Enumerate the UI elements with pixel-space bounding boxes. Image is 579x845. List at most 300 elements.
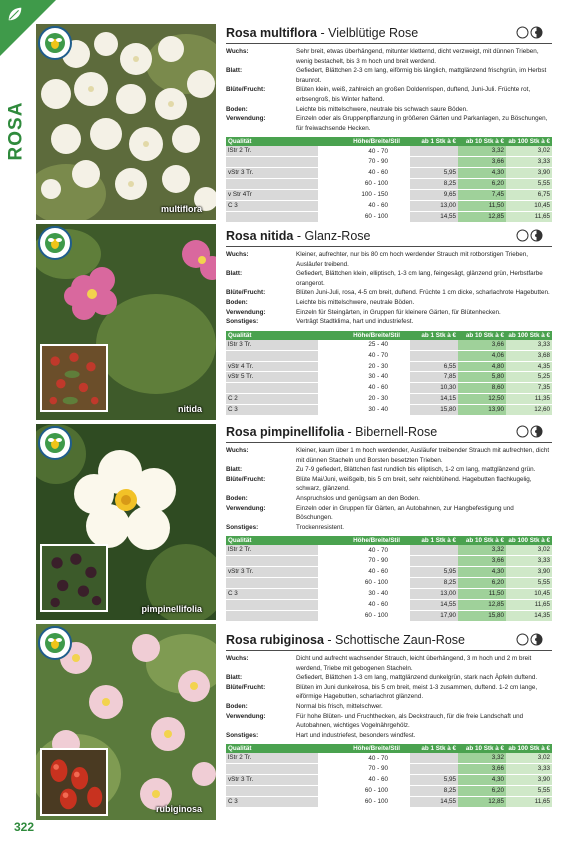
table-row [226, 200, 552, 211]
cell-price-100: 3,02 [506, 545, 552, 555]
cell-price-10: 4,06 [458, 350, 506, 361]
table-row [226, 211, 552, 222]
property-key: Sonstiges: [226, 731, 259, 739]
property-key: Blatt: [226, 67, 243, 75]
cell-price-1 [410, 146, 458, 156]
cell-price-100: 3,90 [506, 168, 552, 179]
leaf-icon [6, 5, 24, 23]
title-rule [226, 650, 552, 651]
cell-size: 30 - 40 [318, 372, 410, 383]
cell-quality: C 3 [226, 796, 318, 807]
cell-size: 20 - 30 [318, 394, 410, 405]
cell-price-1: 7,85 [410, 372, 458, 383]
cell-quality: lStr 2 Tr. [226, 545, 318, 555]
cell-price-1: 6,55 [410, 361, 458, 372]
cell-quality: vStr 5 Tr. [226, 372, 318, 383]
cell-price-10: 12,85 [458, 796, 506, 807]
entry-title [226, 25, 552, 41]
cell-price-100: 3,90 [506, 567, 552, 578]
property-value: Blüten klein, weiß, zahlreich an großen Doldenrispen, duftend, Juni-Juli. Früchte rot, erbsengroß, bis Winter haftend. [296, 86, 531, 103]
cell-price-100: 11,65 [506, 599, 552, 610]
cell-price-100: 3,33 [506, 157, 552, 168]
cell-price-100: 14,35 [506, 610, 552, 621]
cell-size: 70 - 90 [318, 764, 410, 775]
header-price-1: ab 1 Stk à € [410, 536, 458, 545]
cell-price-10: 3,66 [458, 157, 506, 168]
property-value: Normal bis frisch, mittelschwer. [296, 702, 383, 710]
cell-quality [226, 383, 318, 394]
cell-quality: lStr 3 Tr. [226, 340, 318, 350]
cell-price-10: 3,32 [458, 753, 506, 763]
entry-rosa-nitida [226, 228, 552, 416]
cell-size: 40 - 70 [318, 753, 410, 763]
cell-price-100: 10,45 [506, 588, 552, 599]
price-table [226, 331, 552, 416]
property-row [226, 317, 552, 327]
cell-price-100: 5,55 [506, 578, 552, 589]
cell-price-1: 15,80 [410, 405, 458, 416]
property-key: Blatt: [226, 466, 243, 474]
cell-quality [226, 599, 318, 610]
cell-price-100: 12,60 [506, 405, 552, 416]
cell-price-10: 15,80 [458, 610, 506, 621]
price-table-header [226, 536, 552, 545]
property-row [226, 308, 552, 318]
property-value: Kleiner, aufrechter, nur bis 80 cm hoch werdender Strauch mit rotborstigen Trieben, Ausläufer treibend. [296, 251, 529, 268]
title-rule [226, 442, 552, 443]
table-row [226, 753, 552, 763]
cell-price-1: 5,95 [410, 567, 458, 578]
cell-quality: lStr 2 Tr. [226, 753, 318, 763]
property-key: Boden: [226, 494, 248, 502]
cell-size: 40 - 70 [318, 350, 410, 361]
property-key: Wuchs: [226, 447, 249, 454]
cell-size: 70 - 90 [318, 556, 410, 567]
fruit-inset [40, 344, 108, 412]
fruit-inset [40, 544, 108, 612]
table-row [226, 350, 552, 361]
property-key: Sonstiges: [226, 523, 259, 531]
properties [226, 250, 552, 327]
cell-price-1: 10,30 [410, 383, 458, 394]
cell-price-10: 3,32 [458, 545, 506, 555]
price-table [226, 744, 552, 808]
cell-price-1: 14,55 [410, 211, 458, 222]
property-value: Leichte bis mittelschwere, neutrale Böden. [296, 298, 415, 306]
table-row [226, 775, 552, 786]
table-row [226, 786, 552, 797]
cell-quality: vStr 3 Tr. [226, 567, 318, 578]
property-value: Leichte bis mittelschwere, neutrale bis schwach saure Böden. [296, 105, 468, 113]
property-row [226, 654, 552, 673]
properties [226, 654, 552, 740]
bee-seal-icon [38, 626, 72, 660]
property-key: Wuchs: [226, 48, 249, 55]
cell-size: 40 - 60 [318, 599, 410, 610]
cell-quality [226, 556, 318, 567]
cell-quality [226, 157, 318, 168]
cell-price-100: 3,33 [506, 340, 552, 350]
cell-price-1: 8,25 [410, 786, 458, 797]
cell-price-1 [410, 556, 458, 567]
cell-size: 60 - 100 [318, 786, 410, 797]
cell-quality [226, 211, 318, 222]
table-row [226, 394, 552, 405]
cell-price-10: 7,45 [458, 189, 506, 200]
entry-common-name: - Bibernell-Rose [344, 425, 438, 439]
cell-quality: C 3 [226, 405, 318, 416]
cell-quality [226, 764, 318, 775]
header-quality: Qualität [226, 331, 318, 340]
header-price-10: ab 10 Stk à € [458, 536, 506, 545]
table-row [226, 556, 552, 567]
header-size: Höhe/Breite/Stil [318, 744, 410, 753]
page-number: 322 [14, 820, 35, 834]
cell-size: 40 - 60 [318, 200, 410, 211]
property-row [226, 288, 552, 298]
cell-size: 60 - 100 [318, 796, 410, 807]
cell-price-1 [410, 157, 458, 168]
bee-seal-icon [38, 426, 72, 460]
cell-price-1: 8,25 [410, 179, 458, 190]
properties [226, 47, 552, 133]
header-quality: Qualität [226, 137, 318, 146]
cell-price-100: 11,65 [506, 211, 552, 222]
cell-size: 60 - 100 [318, 610, 410, 621]
cell-price-100: 11,65 [506, 796, 552, 807]
entry-title [226, 424, 552, 440]
cell-price-10: 4,80 [458, 361, 506, 372]
cell-price-100: 3,33 [506, 556, 552, 567]
cell-size: 25 - 40 [318, 340, 410, 350]
property-key: Blatt: [226, 674, 243, 682]
property-key: Wuchs: [226, 655, 249, 662]
header-price-100: ab 100 Stk à € [506, 331, 552, 340]
photo-caption: multiflora [160, 204, 202, 214]
table-row [226, 405, 552, 416]
cell-price-1: 14,55 [410, 599, 458, 610]
cell-size: 60 - 100 [318, 578, 410, 589]
table-row [226, 588, 552, 599]
property-key: Blüte/Frucht: [226, 683, 266, 691]
cell-price-10: 4,30 [458, 567, 506, 578]
header-quality: Qualität [226, 744, 318, 753]
cell-quality [226, 179, 318, 190]
table-row [226, 179, 552, 190]
header-price-1: ab 1 Stk à € [410, 331, 458, 340]
entry-rosa-rubiginosa [226, 632, 552, 808]
property-row [226, 523, 552, 533]
cell-price-10: 12,85 [458, 211, 506, 222]
property-value: Einzeln für Steingärten, in Gruppen für kleinere Gärten, für Blütenhecken. [296, 308, 501, 316]
property-row [226, 47, 552, 66]
cell-price-100: 5,55 [506, 179, 552, 190]
properties [226, 446, 552, 532]
table-row [226, 361, 552, 372]
entry-rosa-multiflora [226, 25, 552, 223]
price-table-header [226, 331, 552, 340]
header-price-10: ab 10 Stk à € [458, 744, 506, 753]
cell-price-1: 5,95 [410, 168, 458, 179]
cell-price-10: 3,66 [458, 340, 506, 350]
cell-size: 40 - 70 [318, 545, 410, 555]
entry-title [226, 228, 552, 244]
header-price-10: ab 10 Stk à € [458, 137, 506, 146]
cell-quality: vStr 4 Tr. [226, 361, 318, 372]
property-value: Blüte Mai/Juni, weißgelb, bis 5 cm breit, sehr reichblühend. Hagebutten flachkugelig, schwarz, glänzend. [296, 475, 532, 493]
cell-price-1: 13,00 [410, 200, 458, 211]
header-price-100: ab 100 Stk à € [506, 137, 552, 146]
cell-quality: vStr 3 Tr. [226, 775, 318, 786]
cell-price-1 [410, 764, 458, 775]
property-value: Einzeln oder in Gruppen für Gärten, an Autobahnen, zur Hangbefestigung und Böschungen. [296, 504, 514, 522]
photo-multiflora [36, 24, 216, 220]
cell-quality [226, 350, 318, 361]
property-row [226, 465, 552, 475]
cell-price-10: 4,30 [458, 775, 506, 786]
cell-size: 60 - 100 [318, 211, 410, 222]
property-row [226, 269, 552, 288]
property-row [226, 250, 552, 269]
photo-caption: pimpinellifolia [141, 604, 202, 614]
property-value: Für hohe Blüten- und Fruchthecken, als Deckstrauch, für die freie Landschaft und Autobahnen, wichtiges Vogelnährgehölz. [296, 712, 524, 730]
entry-common-name: - Schottische Zaun-Rose [323, 633, 465, 647]
table-row [226, 796, 552, 807]
property-value: Gefiedert, Blättchen 2-3 cm lang, eiförmig bis länglich, mattglänzend frischgrün, im Herbst braunrot. [296, 67, 547, 84]
cell-quality [226, 786, 318, 797]
header-price-10: ab 10 Stk à € [458, 331, 506, 340]
entry-latin-name: Rosa nitida [226, 229, 294, 243]
cell-size: 40 - 60 [318, 383, 410, 394]
sun-symbol-icon [516, 229, 544, 242]
cell-price-10: 8,60 [458, 383, 506, 394]
property-value: Dicht und aufrecht wachsender Strauch, leicht überhängend, 3 m hoch und 2 m breit werdend, Triebe mit gebogenen Stacheln. [296, 655, 532, 672]
cell-price-100: 3,68 [506, 350, 552, 361]
table-row [226, 383, 552, 394]
cell-price-100: 7,35 [506, 383, 552, 394]
cell-size: 30 - 40 [318, 405, 410, 416]
cell-price-10: 6,20 [458, 786, 506, 797]
cell-price-1 [410, 545, 458, 555]
cell-price-10: 5,80 [458, 372, 506, 383]
property-row [226, 504, 552, 523]
price-table-header [226, 137, 552, 146]
property-key: Verwendung: [226, 504, 266, 512]
property-value: Kleiner, kaum über 1 m hoch werdender, Ausläufer treibender Strauch mit aufrechten, dicht mit dünnen Stacheln und Borsten besetzten Trieben. [296, 447, 550, 464]
cell-price-10: 11,50 [458, 200, 506, 211]
cell-quality: C 3 [226, 588, 318, 599]
cell-quality: v Str 4Tr [226, 189, 318, 200]
cell-price-10: 13,90 [458, 405, 506, 416]
cell-size: 70 - 90 [318, 157, 410, 168]
section-label-text: ROSA [5, 101, 26, 161]
cell-price-100: 3,90 [506, 775, 552, 786]
property-row [226, 702, 552, 712]
photo-rubiginosa [36, 624, 216, 820]
cell-price-1: 9,65 [410, 189, 458, 200]
cell-price-1: 8,25 [410, 578, 458, 589]
photo-pimpinellifolia [36, 424, 216, 620]
photo-caption: rubiginosa [155, 804, 202, 814]
header-size: Höhe/Breite/Stil [318, 331, 410, 340]
title-rule [226, 43, 552, 44]
property-key: Boden: [226, 105, 248, 113]
cell-size: 40 - 60 [318, 567, 410, 578]
table-row [226, 146, 552, 156]
table-row [226, 372, 552, 383]
property-row [226, 731, 552, 741]
property-key: Blatt: [226, 270, 243, 278]
cell-size: 30 - 40 [318, 588, 410, 599]
property-key: Boden: [226, 702, 248, 710]
property-value: Blüten im Juni dunkelrosa, bis 5 cm breit, meist 1-3 zusammen, duftend. 1-2 cm lange, eiförmige Hagebutten, scharlachrot glänzend. [296, 683, 538, 701]
property-key: Blüte/Frucht: [226, 86, 266, 94]
cell-price-1: 14,55 [410, 796, 458, 807]
cell-price-1 [410, 350, 458, 361]
cell-quality: C 2 [226, 394, 318, 405]
property-value: Blüten Juni-Juli, rosa, 4-5 cm breit, duftend. Früchte 1 cm dicke, scharlachrote Hagebutten. [296, 289, 550, 297]
cell-price-10: 11,50 [458, 588, 506, 599]
table-row [226, 157, 552, 168]
cell-price-1: 17,90 [410, 610, 458, 621]
price-table [226, 536, 552, 621]
cell-quality [226, 578, 318, 589]
property-row [226, 66, 552, 85]
cell-price-100: 10,45 [506, 200, 552, 211]
cell-price-100: 3,02 [506, 753, 552, 763]
cell-price-100: 5,55 [506, 786, 552, 797]
cell-quality: C 3 [226, 200, 318, 211]
property-row [226, 114, 552, 133]
cell-quality [226, 610, 318, 621]
cell-price-10: 12,50 [458, 394, 506, 405]
cell-price-10: 3,66 [458, 556, 506, 567]
entry-latin-name: Rosa multiflora [226, 26, 317, 40]
table-row [226, 599, 552, 610]
cell-size: 40 - 70 [318, 146, 410, 156]
property-row [226, 298, 552, 308]
table-row [226, 189, 552, 200]
header-price-100: ab 100 Stk à € [506, 536, 552, 545]
cell-price-1: 5,95 [410, 775, 458, 786]
cell-size: 100 - 150 [318, 189, 410, 200]
bee-seal-icon [38, 226, 72, 260]
property-value: Verträgt Stadtklima, hart und industriefest. [296, 318, 414, 326]
property-value: Hart und industriefest, besonders windfest. [296, 731, 416, 739]
entry-latin-name: Rosa pimpinellifolia [226, 425, 345, 439]
entry-rosa-pimpinellifolia [226, 424, 552, 622]
table-row [226, 578, 552, 589]
photo-nitida [36, 224, 216, 420]
cell-price-100: 6,75 [506, 189, 552, 200]
header-quality: Qualität [226, 536, 318, 545]
header-size: Höhe/Breite/Stil [318, 137, 410, 146]
table-row [226, 764, 552, 775]
cell-price-1 [410, 753, 458, 763]
table-row [226, 567, 552, 578]
property-key: Wuchs: [226, 251, 249, 258]
header-price-1: ab 1 Stk à € [410, 744, 458, 753]
sun-symbol-icon [516, 425, 544, 438]
property-key: Verwendung: [226, 308, 266, 316]
header-price-1: ab 1 Stk à € [410, 137, 458, 146]
property-row [226, 475, 552, 494]
table-row [226, 610, 552, 621]
price-table [226, 137, 552, 222]
cell-size: 40 - 60 [318, 775, 410, 786]
property-value: Gefiedert, Blättchen klein, elliptisch, 1-3 cm lang, feingesägt, glänzend grün, Herbstfarbe orangerot. [296, 270, 543, 287]
property-row [226, 446, 552, 465]
price-table-header [226, 744, 552, 753]
property-row [226, 712, 552, 731]
property-row [226, 683, 552, 702]
cell-price-1: 13,00 [410, 588, 458, 599]
property-value: Zu 7-9 gefiedert, Blättchen fast rundlich bis elliptisch, 1-2 cm lang, mattglänzend grün. [296, 466, 536, 474]
cell-price-100: 5,25 [506, 372, 552, 383]
property-row [226, 673, 552, 683]
entry-common-name: - Glanz-Rose [293, 229, 371, 243]
table-row [226, 168, 552, 179]
cell-price-10: 6,20 [458, 578, 506, 589]
property-key: Blüte/Frucht: [226, 475, 266, 483]
cell-price-100: 11,35 [506, 394, 552, 405]
section-label [4, 96, 28, 166]
table-row [226, 545, 552, 555]
property-key: Sonstiges: [226, 318, 259, 326]
property-row [226, 494, 552, 504]
cell-quality: lStr 2 Tr. [226, 146, 318, 156]
property-value: Einzeln oder als Gruppenpflanzung in größeren Gärten und Parkanlagen, zu Böschungen, für freiwachsende Hecken. [296, 115, 548, 132]
cell-price-10: 6,20 [458, 179, 506, 190]
fruit-inset [40, 748, 108, 816]
cell-price-100: 3,02 [506, 146, 552, 156]
cell-quality: vStr 3 Tr. [226, 168, 318, 179]
property-value: Gefiedert, Blättchen 1-3 cm lang, mattglänzend dunkelgrün, stark nach Äpfeln duftend. [296, 674, 538, 682]
entry-latin-name: Rosa rubiginosa [226, 633, 324, 647]
property-value: Sehr breit, etwas überhängend, mitunter kletternd, dicht verzweigt, mit dünnen Trieben, wenig bestachelt, bis 3 m hoch und breit werdend. [296, 48, 539, 65]
title-rule [226, 246, 552, 247]
cell-price-10: 12,85 [458, 599, 506, 610]
property-key: Blüte/Frucht: [226, 289, 266, 297]
property-row [226, 105, 552, 115]
entry-common-name: - Vielblütige Rose [317, 26, 419, 40]
bee-seal-icon [38, 26, 72, 60]
property-key: Verwendung: [226, 115, 266, 123]
entry-title [226, 632, 552, 648]
property-row [226, 85, 552, 104]
photo-caption: nitida [178, 404, 202, 414]
cell-size: 60 - 100 [318, 179, 410, 190]
cell-price-100: 4,35 [506, 361, 552, 372]
property-key: Verwendung: [226, 712, 266, 720]
cell-price-100: 3,33 [506, 764, 552, 775]
header-size: Höhe/Breite/Stil [318, 536, 410, 545]
cell-size: 40 - 60 [318, 168, 410, 179]
cell-price-1 [410, 340, 458, 350]
cell-price-10: 3,66 [458, 764, 506, 775]
cell-price-1: 14,15 [410, 394, 458, 405]
table-row [226, 340, 552, 350]
sun-symbol-icon [516, 26, 544, 39]
cell-price-10: 4,30 [458, 168, 506, 179]
property-value: Trockenresistent. [296, 523, 345, 531]
cell-price-10: 3,32 [458, 146, 506, 156]
sun-symbol-icon [516, 633, 544, 646]
property-value: Anspruchslos und genügsam an den Boden. [296, 494, 420, 502]
cell-size: 20 - 30 [318, 361, 410, 372]
property-key: Boden: [226, 298, 248, 306]
header-price-100: ab 100 Stk à € [506, 744, 552, 753]
